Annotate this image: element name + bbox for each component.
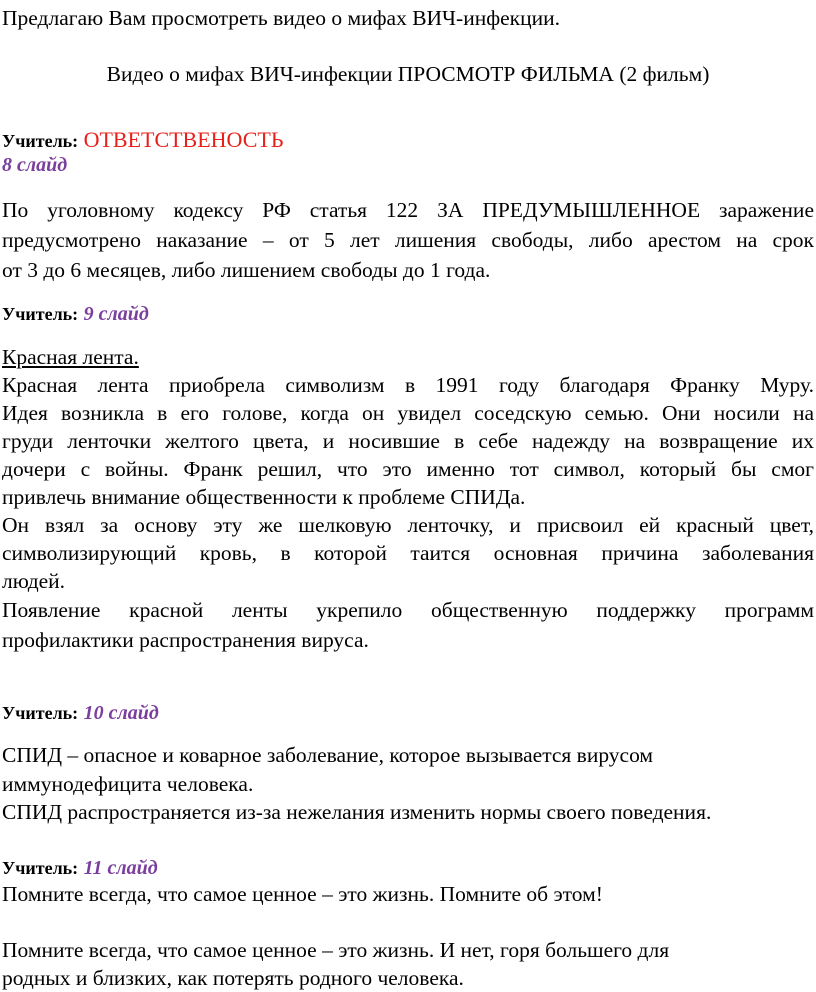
section11-header [2, 853, 158, 882]
paragraph-line: людей. [2, 569, 66, 593]
paragraph-line: от 3 до 6 месяцев, либо лишением свободы до 1 года. [2, 258, 491, 282]
paragraph-line: Идея возникла в его голове, когда он увидел соседскую семью. Они носили на [2, 401, 814, 425]
paragraph-line: родных и близких, как потерять родного человека. [2, 966, 464, 990]
paragraph-line: Он взял за основу эту же шелковую ленточку, и присвоил ей красный цвет, [2, 513, 814, 537]
paragraph-line: дочери с войны. Франк решил, что это именно тот символ, который бы смог [2, 457, 814, 481]
section9-header [2, 299, 149, 328]
video-title: Видео о мифах ВИЧ-инфекции ПРОСМОТР ФИЛЬМА (2 фильм) [106, 62, 710, 86]
paragraph-line: СПИД распространяется из-за нежелания изменить нормы своего поведения. [2, 800, 712, 824]
responsibility-heading: ОТВЕТСТВЕНОСТЬ [83, 127, 284, 152]
teacher-label: Учитель: [2, 304, 79, 324]
teacher-label: Учитель: [2, 703, 79, 723]
paragraph-line: Красная лента приобрела символизм в 1991 году благодаря Франку Муру. [2, 373, 814, 397]
paragraph-line: СПИД – опасное и коварное заболевание, которое вызывается вирусом [2, 743, 654, 767]
slide-number-11: 11 слайд [83, 857, 158, 879]
paragraph-line: символизирующий кровь, в которой таится основная причина заболевания [2, 541, 814, 565]
paragraph-line: привлечь внимание общественности к проблеме СПИДа. [2, 485, 526, 509]
paragraph-line: профилактики распространения вируса. [2, 628, 369, 652]
paragraph-line: груди ленточки желтого цвета, и носившие в себе надежду на возвращение их [2, 429, 814, 453]
section10-header [2, 698, 159, 727]
teacher-label: Учитель: [2, 131, 79, 151]
paragraph-line: предусмотрено наказание – от 5 лет лишения свободы, либо арестом на срок [2, 228, 814, 252]
slide-number-9: 9 слайд [83, 303, 149, 325]
red-ribbon-title: Красная лента. [2, 345, 139, 369]
paragraph-line: По уголовному кодексу РФ статья 122 ЗА ПРЕДУМЫШЛЕННОЕ заражение [2, 198, 814, 222]
intro-line: Предлагаю Вам просмотреть видео о мифах ВИЧ-инфекции. [2, 6, 561, 30]
paragraph-line: иммунодефицита человека. [2, 772, 254, 796]
teacher-label: Учитель: [2, 858, 79, 878]
paragraph-line: Появление красной ленты укрепило общественную поддержку программ [2, 598, 814, 622]
paragraph-line: Помните всегда, что самое ценное – это жизнь. И нет, горя большего для [2, 938, 670, 962]
slide-number-8: 8 слайд [2, 154, 68, 176]
slide-number-10: 10 слайд [83, 702, 159, 724]
paragraph-line: Помните всегда, что самое ценное – это жизнь. Помните об этом! [2, 882, 603, 906]
